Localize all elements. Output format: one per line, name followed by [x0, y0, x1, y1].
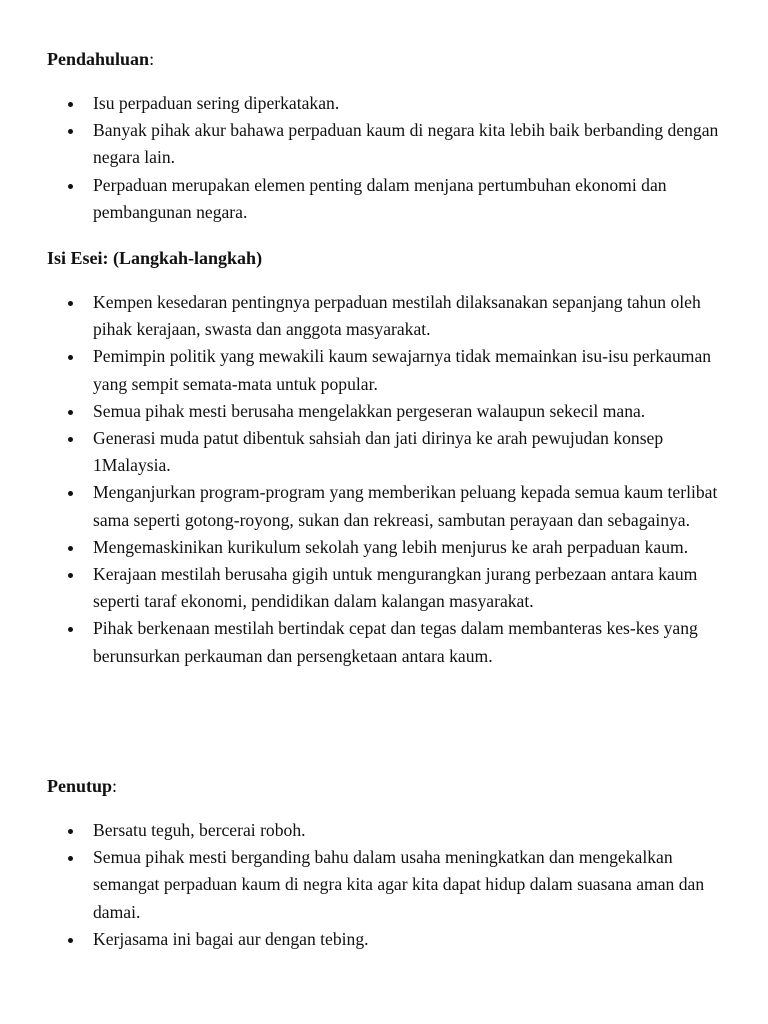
list-item-text: Banyak pihak akur bahawa perpaduan kaum di negara kita lebih baik berbanding dengan negara lain.	[93, 120, 719, 168]
bullet-icon	[68, 573, 73, 578]
bullet-icon	[68, 546, 73, 551]
list-item-text: Kempen kesedaran pentingnya perpaduan mestilah dilaksanakan sepanjang tahun oleh pihak kerajaan, swasta dan anggota masyarakat.	[93, 292, 701, 340]
list-item-text: Pihak berkenaan mestilah bertindak cepat dan tegas dalam membanteras kes-kes yang berunsurkan perkauman dan persengketaan antara kaum.	[93, 618, 698, 666]
list-item-text: Pemimpin politik yang mewakili kaum sewajarnya tidak memainkan isu-isu perkauman yang sempit semata-mata untuk popular.	[93, 346, 712, 394]
bullet-icon	[68, 410, 73, 415]
list-item	[0, 425, 768, 479]
bullet-icon	[68, 129, 73, 134]
list-item	[0, 398, 768, 425]
section-heading-intro	[47, 47, 154, 71]
heading-colon: :	[149, 49, 155, 69]
list-item	[0, 479, 768, 533]
intro-list	[0, 90, 768, 226]
list-item-text: Isu perpaduan sering diperkatakan.	[93, 93, 340, 113]
list-item	[0, 172, 768, 226]
bullet-icon	[68, 627, 73, 632]
body-list	[0, 289, 768, 670]
bullet-icon	[68, 938, 73, 943]
heading-text: Isi Esei: (Langkah-langkah)	[47, 248, 263, 268]
list-item-text: Perpaduan merupakan elemen penting dalam menjana pertumbuhan ekonomi dan pembangunan negara.	[93, 174, 667, 222]
list-item-text: Semua pihak mesti berganding bahu dalam usaha meningkatkan dan mengekalkan semangat perpaduan kaum di negra kita agar kita dapat hidup dalam suasana aman dan damai.	[93, 847, 705, 922]
list-item	[0, 343, 768, 397]
bullet-icon	[68, 829, 73, 834]
section-heading-body	[47, 246, 262, 270]
bullet-icon	[68, 184, 73, 189]
list-item	[0, 615, 768, 669]
list-item-text: Kerjasama ini bagai aur dengan tebing.	[93, 928, 369, 949]
list-item	[0, 90, 768, 117]
heading-colon: :	[112, 776, 118, 796]
closing-list	[0, 817, 768, 953]
list-item-text: Bersatu teguh, bercerai roboh.	[93, 820, 306, 840]
list-item	[0, 289, 768, 343]
list-item	[0, 817, 768, 844]
list-item-text: Semua pihak mesti berusaha mengelakkan pergeseran walaupun sekecil mana.	[93, 400, 646, 421]
list-item	[0, 117, 768, 171]
section-heading-closing	[47, 774, 117, 798]
bullet-icon	[68, 102, 73, 107]
heading-text: Pendahuluan	[47, 49, 150, 69]
bullet-icon	[68, 491, 73, 496]
list-item-text: Menganjurkan program-program yang memberikan peluang kepada semua kaum terlibat sama seperti gotong-royong, sukan dan rekreasi, sambutan perayaan dan sebagainya.	[93, 482, 718, 530]
heading-text: Penutup	[47, 776, 113, 796]
list-item-text: Mengemaskinikan kurikulum sekolah yang lebih menjurus ke arah perpaduan kaum.	[93, 536, 689, 557]
bullet-icon	[68, 355, 73, 360]
list-item	[0, 561, 768, 615]
list-item-text: Generasi muda patut dibentuk sahsiah dan jati dirinya ke arah pewujudan konsep 1Malaysia.	[93, 428, 664, 476]
bullet-icon	[68, 856, 73, 861]
bullet-icon	[68, 437, 73, 442]
list-item	[0, 534, 768, 561]
list-item-text: Kerajaan mestilah berusaha gigih untuk mengurangkan jurang perbezaan antara kaum seperti taraf ekonomi, pendidikan dalam kalangan masyarakat.	[93, 564, 698, 612]
list-item	[0, 926, 768, 953]
list-item	[0, 844, 768, 926]
bullet-icon	[68, 301, 73, 306]
